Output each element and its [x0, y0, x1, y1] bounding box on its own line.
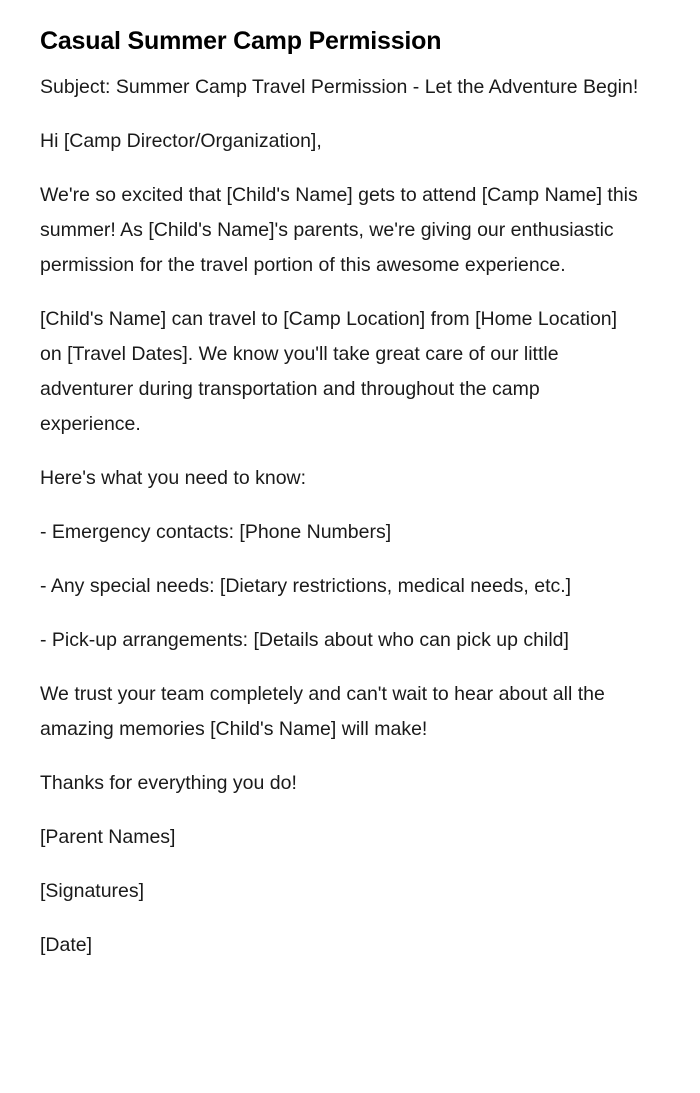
list-item-pickup-arrangements: - Pick-up arrangements: [Details about who can pick up child] [40, 629, 569, 651]
body-paragraph-2: [Child's Name] can travel to [Camp Location] from [Home Location] on [Travel Dates]. We know you'll take great care of our little adventurer during transportation and throughout the camp experience. [40, 308, 618, 435]
list-item-emergency-contacts: - Emergency contacts: [Phone Numbers] [40, 521, 392, 543]
greeting: Hi [Camp Director/Organization], [40, 130, 322, 152]
date-placeholder: [Date] [40, 934, 93, 956]
body-paragraph-1: We're so excited that [Child's Name] gets to attend [Camp Name] this summer! As [Child's Name]'s parents, we're giving our enthusiastic permission for the travel portion of this awesome experience. [40, 184, 638, 276]
parent-names-placeholder: [Parent Names] [40, 826, 176, 848]
document-title: Casual Summer Camp Permission [40, 27, 442, 55]
list-item-special-needs: - Any special needs: [Dietary restrictions, medical needs, etc.] [40, 575, 572, 597]
list-intro: Here's what you need to know: [40, 467, 307, 489]
subject-line: Subject: Summer Camp Travel Permission - Let the Adventure Begin! [40, 76, 639, 98]
signatures-placeholder: [Signatures] [40, 880, 145, 902]
thanks-line: Thanks for everything you do! [40, 772, 297, 794]
body-paragraph-3: We trust your team completely and can't wait to hear about all the amazing memories [Child's Name] will make! [40, 683, 605, 740]
